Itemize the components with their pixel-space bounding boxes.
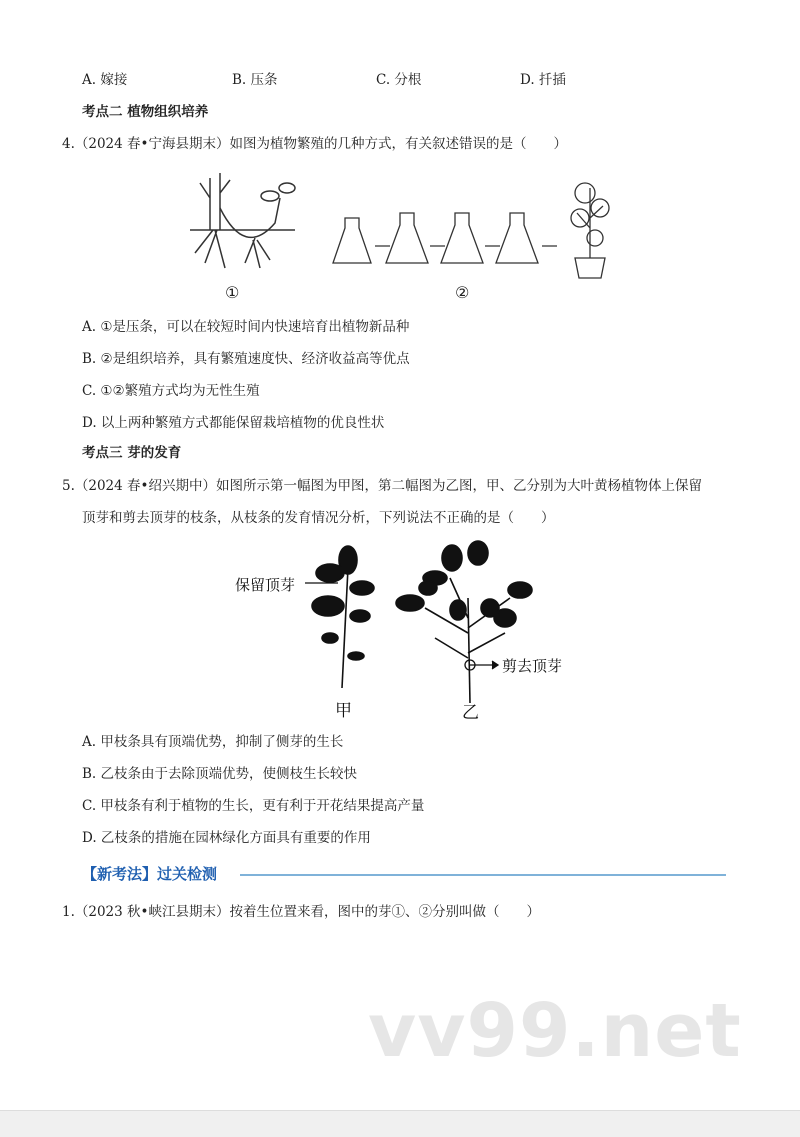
q5-option-c: C. 甲枝条有利于植物的生长，更有利于开花结果提高产量: [82, 798, 425, 814]
watermark: vv99.net: [368, 988, 742, 1074]
q5-option-a: A. 甲枝条具有顶端优势，抑制了侧芽的生长: [82, 734, 344, 750]
q3-option-c: C. 分根: [376, 72, 422, 88]
label-cut-terminal-bud: 剪去顶芽: [502, 657, 563, 675]
section-heading-kaodian2: 考点二 植物组织培养: [82, 104, 209, 120]
q5-figure: [230, 538, 610, 723]
q5-stem-line2: 顶芽和剪去顶芽的枝条，从枝条的发育情况分析，下列说法不正确的是（ ）: [82, 510, 555, 526]
q3-option-d: D. 扦插: [520, 72, 566, 88]
fig-label-1: ①: [225, 283, 240, 302]
q5-stem-line1: 5.（2024 春•绍兴期中）如图所示第一幅图为甲图，第二幅图为乙图，甲、乙分别为大叶黄杨植物体上保留: [62, 478, 702, 494]
q3-option-a: A. 嫁接: [82, 72, 128, 88]
label-yi: 乙: [462, 703, 479, 723]
q4-figure: [185, 168, 625, 306]
q3-option-b: B. 压条: [232, 72, 278, 88]
label-keep-terminal-bud: 保留顶芽: [235, 576, 296, 594]
section-divider: [240, 874, 726, 876]
page-bottom-bar: [0, 1110, 800, 1137]
section-title-new-exam: 【新考法】过关检测: [82, 865, 218, 883]
q4-option-b: B. ②是组织培养，具有繁殖速度快、经济收益高等优点: [82, 351, 410, 367]
q4-stem: 4.（2024 春•宁海县期末）如图为植物繁殖的几种方式，有关叙述错误的是（ ）: [62, 136, 567, 152]
q4-option-c: C. ①②繁殖方式均为无性生殖: [82, 383, 260, 399]
q4-option-d: D. 以上两种繁殖方式都能保留栽培植物的优良性状: [82, 415, 385, 431]
label-jia: 甲: [335, 701, 352, 721]
q5-option-b: B. 乙枝条由于去除顶端优势，使侧枝生长较快: [82, 766, 358, 782]
fig-label-2: ②: [455, 283, 470, 302]
q4-option-a: A. ①是压条，可以在较短时间内快速培育出植物新品种: [82, 319, 410, 335]
new-q1-stem: 1.（2023 秋•峡江县期末）按着生位置来看，图中的芽①、②分别叫做（ ）: [62, 904, 540, 920]
q5-option-d: D. 乙枝条的措施在园林绿化方面具有重要的作用: [82, 830, 371, 846]
section-heading-kaodian3: 考点三 芽的发育: [82, 445, 182, 461]
